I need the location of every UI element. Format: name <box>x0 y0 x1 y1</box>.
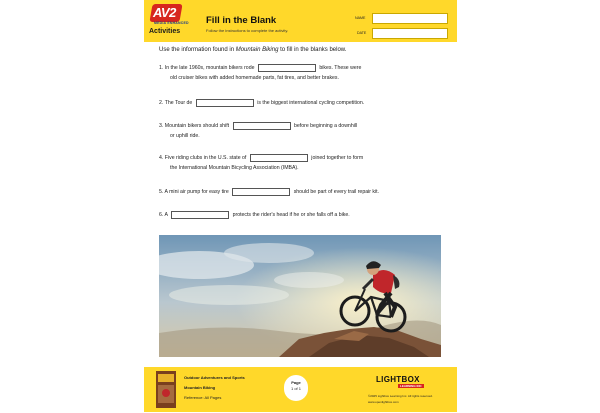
av2-logo <box>149 4 189 38</box>
date-label: DATE <box>357 31 367 35</box>
question-6 <box>159 210 449 220</box>
answer-blank-6[interactable] <box>171 211 229 219</box>
question-2 <box>159 98 449 108</box>
question-text-after: bikes. These were <box>319 65 362 71</box>
question-text-after: should be part of every trail repair kit. <box>293 189 380 195</box>
book-cover-thumbnail <box>156 371 176 408</box>
answer-blank-4[interactable] <box>250 154 308 162</box>
question-text-continued: old cruiser bikes with added homemade parts, fat tires, and better brakes. <box>170 75 339 81</box>
instructions <box>159 47 346 53</box>
page-subtitle: Follow the instructions to complete the activity. <box>206 28 289 33</box>
answer-blank-2[interactable] <box>196 99 254 107</box>
lightbox-sub-logo: LEARNING INC <box>400 384 422 388</box>
question-number: 4. <box>159 155 164 161</box>
question-1 <box>159 63 449 83</box>
question-text-before: Five riding clubs in the U.S. state of <box>164 155 247 161</box>
page-title: Fill in the Blank <box>206 15 277 26</box>
logo-text: AV2 <box>153 5 176 20</box>
name-field[interactable] <box>372 13 448 24</box>
mountain-biker-photo <box>159 235 441 357</box>
answer-blank-3[interactable] <box>233 122 291 130</box>
intro-after: to fill in the blanks below. <box>278 47 347 53</box>
question-5 <box>159 187 449 197</box>
footer-reference: Reference: All Pages <box>184 395 222 400</box>
question-text-before: A <box>164 212 168 218</box>
question-3 <box>159 121 449 141</box>
footer-bar <box>144 367 457 412</box>
question-number: 1. <box>159 65 164 71</box>
answer-blank-5[interactable] <box>232 188 290 196</box>
question-text-continued: the International Mountain Bicycling Association (IMBA). <box>170 165 299 171</box>
worksheet-page <box>144 0 457 412</box>
question-text-after: is the biggest international cycling competition. <box>257 100 365 106</box>
question-text-after: protects the rider's head if he or she falls off a bike. <box>232 212 350 218</box>
question-4 <box>159 153 449 173</box>
question-number: 5. <box>159 189 164 195</box>
page-value: 1 of 1 <box>290 386 301 391</box>
question-number: 3. <box>159 123 164 129</box>
question-text-before: The Tour de <box>164 100 193 106</box>
footer-series: Outdoor Adventures and Sports <box>184 375 245 380</box>
name-label: NAME <box>355 16 366 20</box>
question-text-before: In the late 1960s, mountain bikers rode <box>164 65 255 71</box>
footer-book-title: Mountain Biking <box>184 385 216 390</box>
question-number: 6. <box>159 212 164 218</box>
photo-illustration <box>159 235 441 357</box>
question-text-after: before beginning a downhill <box>294 123 358 129</box>
book-cover-art <box>156 371 176 408</box>
header-bar <box>144 0 457 42</box>
date-field[interactable] <box>372 28 448 39</box>
question-number: 2. <box>159 100 164 106</box>
intro-before: Use the information found in <box>159 47 236 53</box>
answer-blank-1[interactable] <box>258 64 316 72</box>
logo-subtext: MEDIA ENHANCED <box>154 21 189 25</box>
logo-activities: Activities <box>149 28 181 35</box>
question-text-before: A mini air pump for easy tire <box>164 189 229 195</box>
page-label: Page <box>291 380 301 385</box>
question-text-continued: or uphill ride. <box>170 133 200 139</box>
question-text-before: Mountain bikers should shift <box>164 123 230 129</box>
lightbox-logo: LIGHTBOX <box>376 375 420 384</box>
copyright-text: ©2025 Lightbox Learning Inc. All rights reserved. <box>368 394 433 398</box>
website-link[interactable]: www.openlightbox.com <box>368 400 399 404</box>
intro-book-title: Mountain Biking <box>235 47 279 53</box>
question-text-after: joined together to form <box>311 155 364 161</box>
page-indicator <box>284 375 308 401</box>
